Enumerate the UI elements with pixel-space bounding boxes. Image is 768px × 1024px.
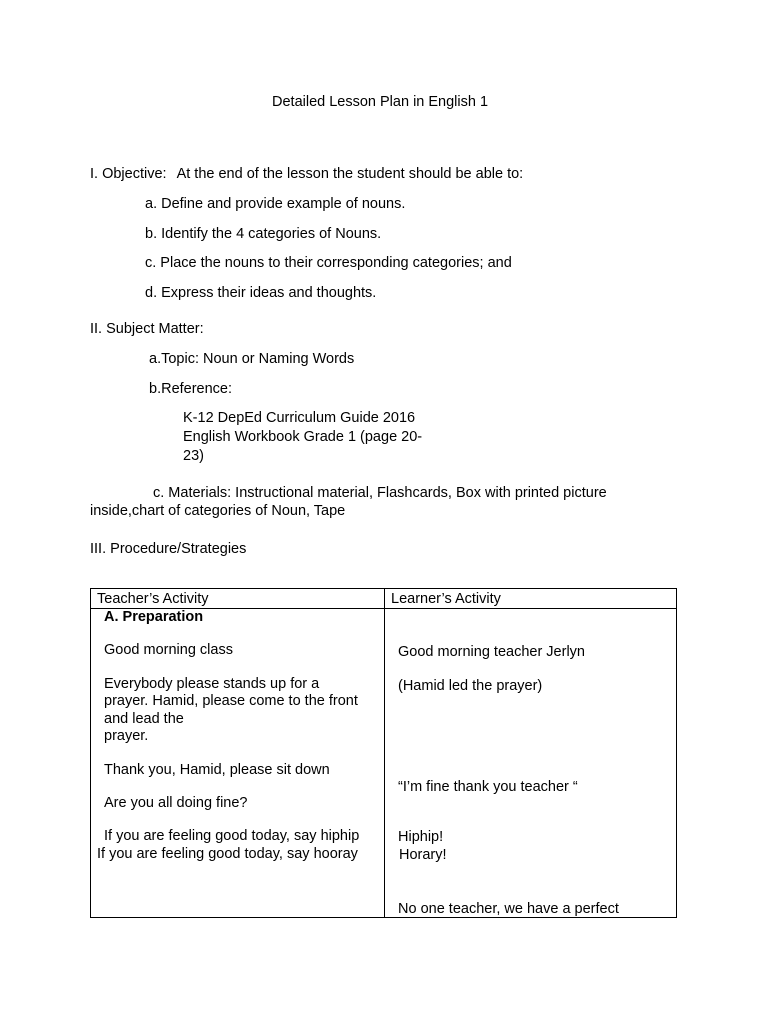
teacher-prayer-line-1: Everybody please stands up for a xyxy=(104,676,320,692)
learner-greeting: Good morning teacher Jerlyn xyxy=(398,644,585,660)
objective-heading: I. Objective: xyxy=(90,166,167,182)
teacher-greeting: Good morning class xyxy=(104,642,233,658)
reference-line-1: K-12 DepEd Curriculum Guide 2016 xyxy=(183,410,416,426)
learner-prayer: (Hamid led the prayer) xyxy=(398,678,543,694)
subject-topic: a.Topic: Noun or Naming Words xyxy=(149,351,355,367)
learner-horary: Horary! xyxy=(399,847,447,863)
materials-line-1: c. Materials: Instructional material, Flashcards, Box with printed picture xyxy=(153,485,607,501)
teacher-doing-fine: Are you all doing fine? xyxy=(104,795,248,811)
objective-heading-line xyxy=(90,166,523,183)
teacher-prayer-line-2: prayer. Hamid, please come to the front xyxy=(104,693,358,709)
teacher-activity-header: Teacher’s Activity xyxy=(97,591,209,607)
reference-line-3: 23) xyxy=(183,448,204,464)
teacher-thanks: Thank you, Hamid, please sit down xyxy=(104,762,330,778)
teacher-prayer-line-3: and lead the xyxy=(104,711,184,727)
objective-item-c: c. Place the nouns to their corresponding categories; and xyxy=(145,255,512,271)
learner-no-one: No one teacher, we have a perfect xyxy=(398,901,619,917)
teacher-hiphip: If you are feeling good today, say hiphip xyxy=(104,828,360,844)
column-divider xyxy=(384,589,385,917)
objective-item-d: d. Express their ideas and thoughts. xyxy=(145,285,377,301)
materials-line-2: inside,chart of categories of Noun, Tape xyxy=(90,503,346,519)
activity-table xyxy=(90,588,677,918)
subject-reference-label: b.Reference: xyxy=(149,381,233,397)
reference-line-2: English Workbook Grade 1 (page 20- xyxy=(183,429,423,445)
objective-item-b: b. Identify the 4 categories of Nouns. xyxy=(145,226,382,242)
teacher-prayer-line-4: prayer. xyxy=(104,728,149,744)
procedure-heading: III. Procedure/Strategies xyxy=(90,541,247,557)
section-preparation: A. Preparation xyxy=(104,609,204,625)
learner-hiphip: Hiphip! xyxy=(398,829,444,845)
document-title: Detailed Lesson Plan in English 1 xyxy=(272,94,489,110)
teacher-hooray: If you are feeling good today, say hooray xyxy=(97,846,358,862)
subject-matter-heading: II. Subject Matter: xyxy=(90,321,204,337)
learner-fine: “I’m fine thank you teacher “ xyxy=(398,779,578,795)
objective-intro: At the end of the lesson the student should be able to: xyxy=(176,166,524,182)
objective-item-a: a. Define and provide example of nouns. xyxy=(145,196,406,212)
learner-activity-header: Learner’s Activity xyxy=(391,591,501,607)
